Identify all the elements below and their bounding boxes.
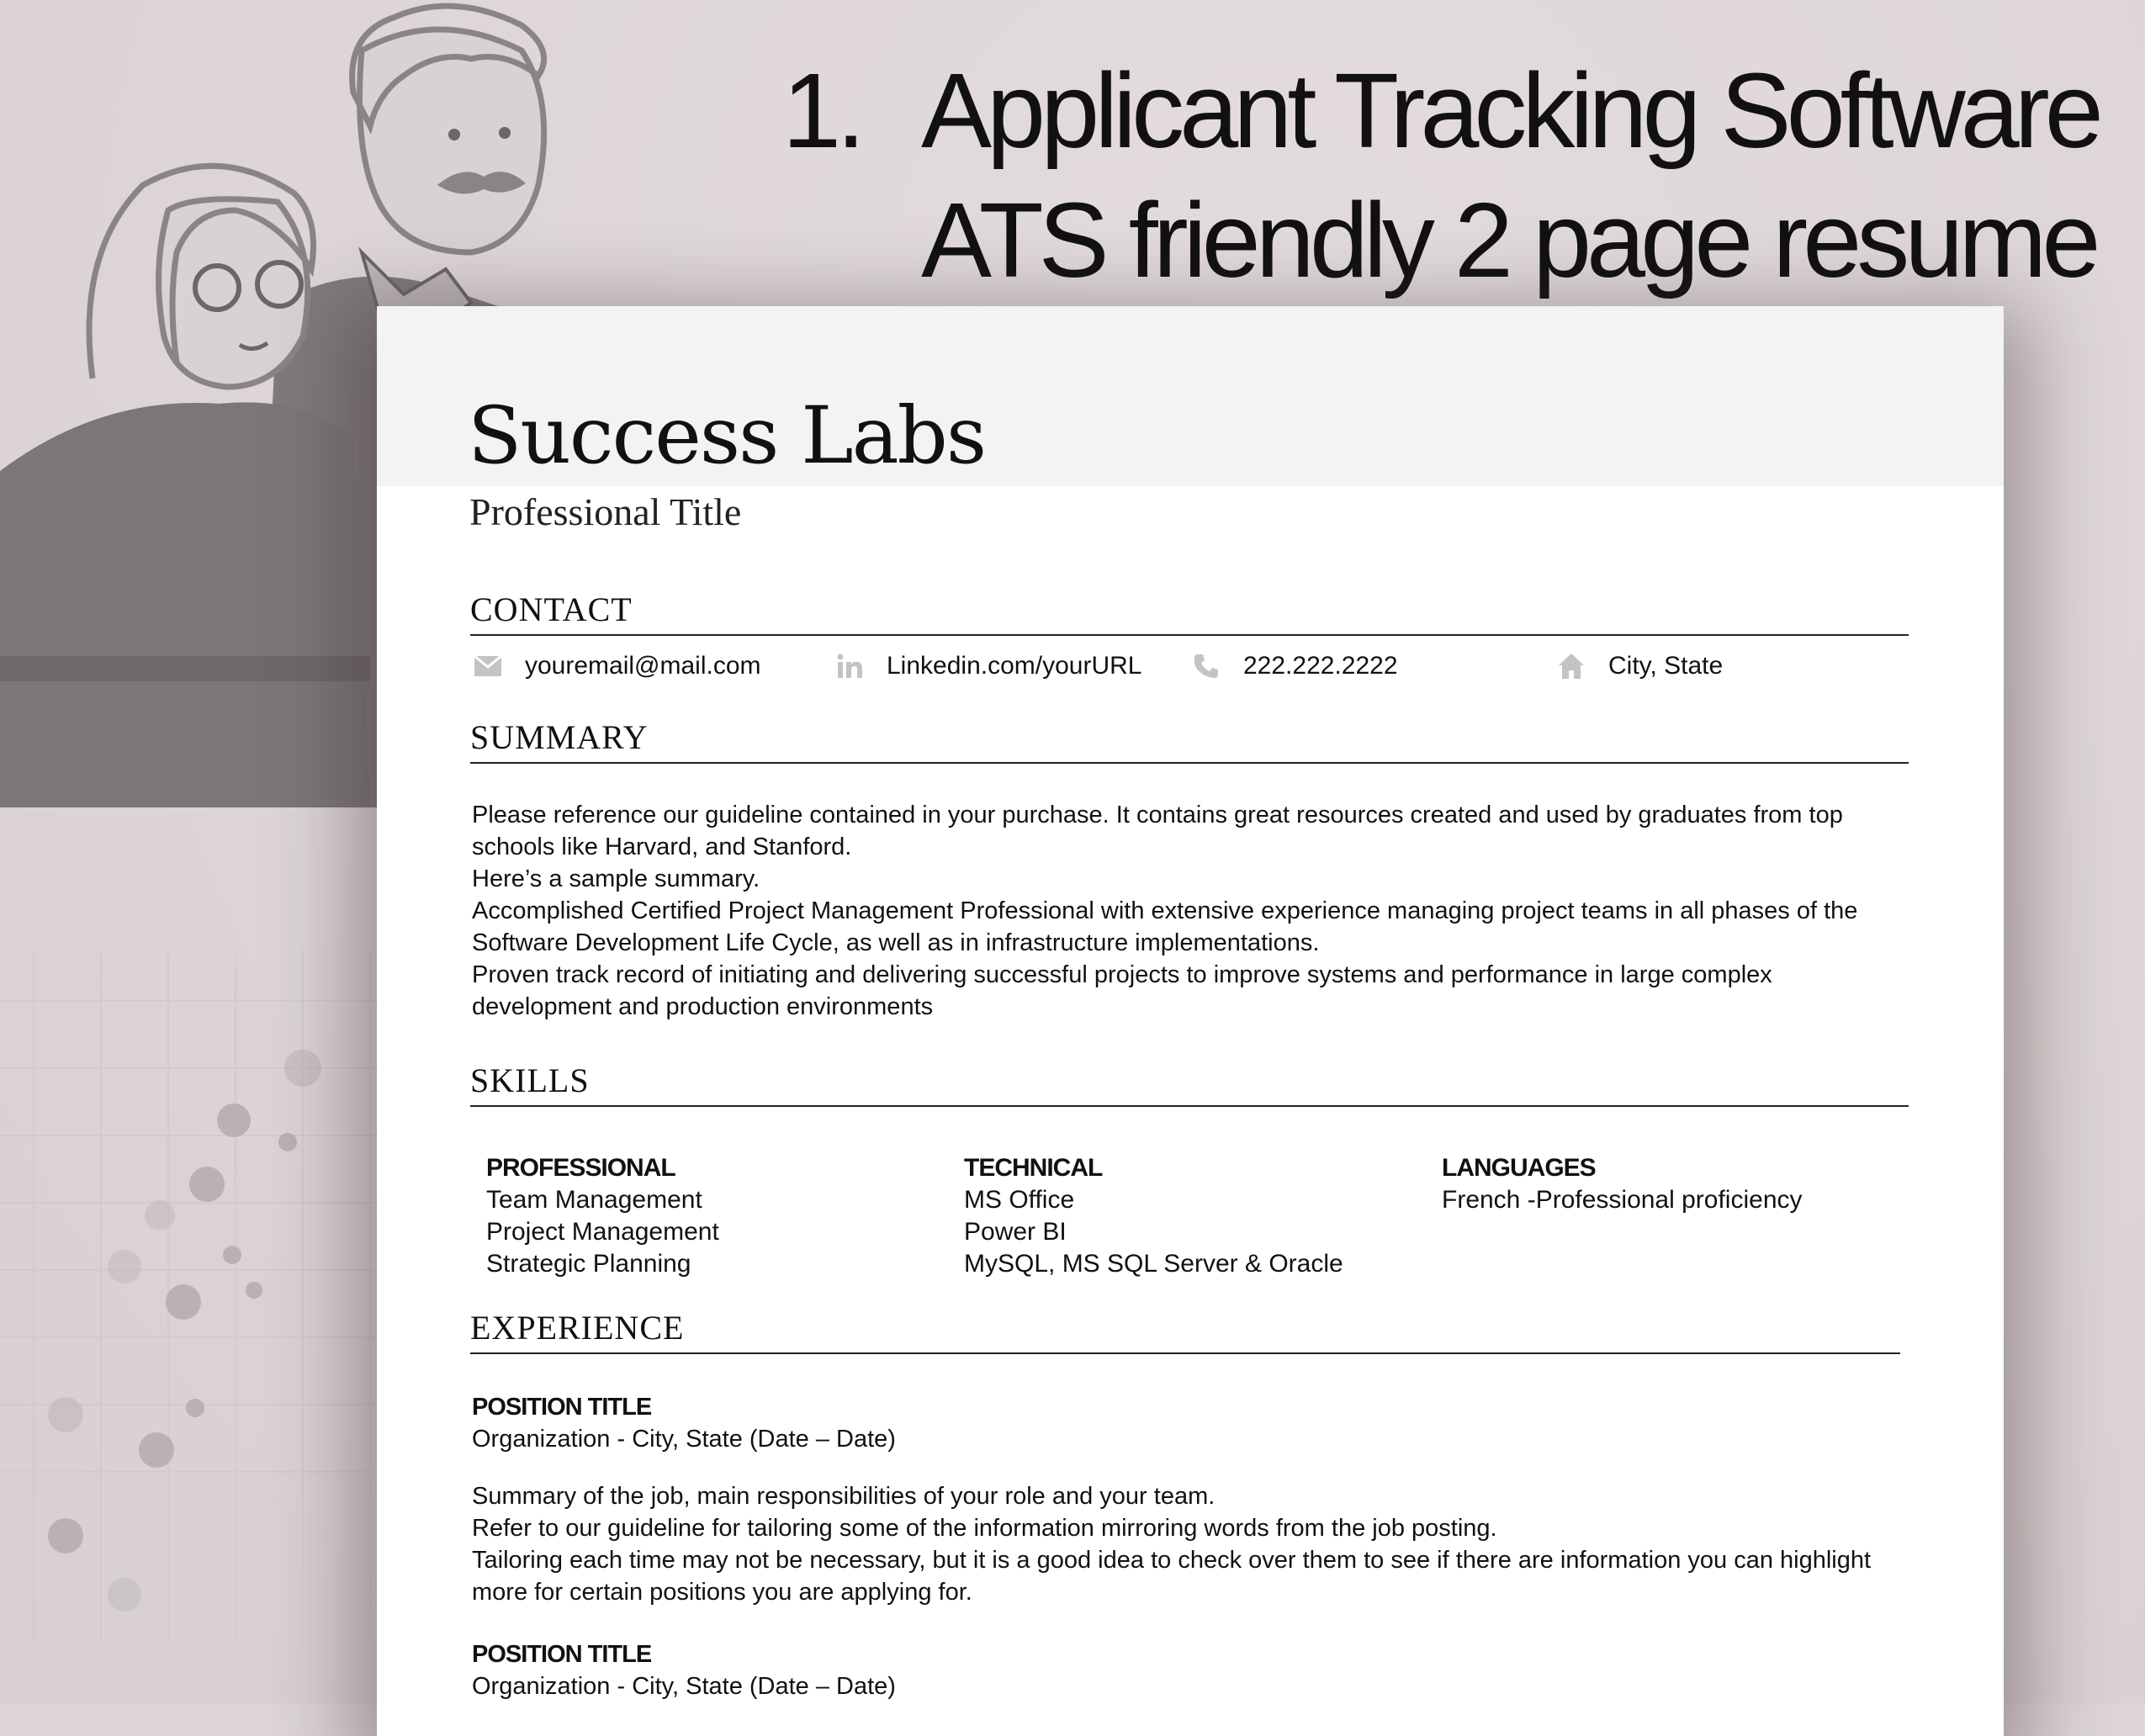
- experience-line: Refer to our guideline for tailoring some of the information mirroring words from the job posting.: [472, 1515, 1497, 1542]
- summary-text: [472, 799, 1919, 1023]
- phone-text: 222.222.2222: [1243, 652, 1398, 680]
- skill-item: French -Professional proficiency: [1442, 1186, 1803, 1214]
- decorative-dots: [0, 950, 387, 1640]
- skills-professional: [486, 1152, 719, 1280]
- headline-line-1: Applicant Tracking Software: [921, 51, 2099, 170]
- experience-entry: [472, 1391, 1919, 1608]
- summary-line: Software Development Life Cycle, as well as in infrastructure implementations.: [472, 929, 1320, 956]
- mail-icon: [471, 649, 505, 683]
- contact-phone: [1189, 649, 1398, 683]
- linkedin-icon: [833, 649, 866, 683]
- summary-line: development and production environments: [472, 993, 934, 1020]
- contact-location: [1554, 649, 1723, 683]
- headline-line-2: ATS friendly 2 page resume: [921, 181, 2096, 299]
- woman-head: [159, 199, 308, 387]
- man-eye-right: [499, 127, 511, 139]
- summary-line: Accomplished Certified Project Management Professional with extensive experience managing project teams in all phases of the: [472, 897, 1858, 924]
- woman-chair-back: [0, 656, 370, 681]
- summary-heading: SUMMARY: [470, 718, 1909, 764]
- experience-entry: [472, 1638, 1919, 1702]
- experience-line: Tailoring each time may not be necessary, but it is a good idea to check over them to see if there are information you can highlight: [472, 1547, 1872, 1574]
- experience-line: Summary of the job, main responsibilities of your role and your team.: [472, 1483, 1216, 1510]
- linkedin-text: Linkedin.com/yourURL: [887, 652, 1142, 680]
- skill-item: MS Office: [964, 1186, 1075, 1214]
- professional-title: Professional Title: [469, 490, 742, 533]
- experience-heading: EXPERIENCE: [470, 1309, 1900, 1354]
- headline-number: 1.: [782, 51, 861, 170]
- email-text: youremail@mail.com: [525, 652, 761, 680]
- skills-technical-heading: TECHNICAL: [964, 1154, 1103, 1182]
- experience-line: more for certain positions you are applying for.: [472, 1579, 972, 1606]
- contact-heading: CONTACT: [470, 590, 1909, 636]
- summary-line: Here’s a sample summary.: [472, 865, 760, 892]
- headline: [782, 46, 2099, 305]
- skills-languages-heading: LANGUAGES: [1442, 1154, 1596, 1182]
- position-org: Organization - City, State (Date – Date): [472, 1673, 896, 1700]
- skills-technical: [964, 1152, 1343, 1280]
- skill-item: Project Management: [486, 1218, 719, 1246]
- position-title: POSITION TITLE: [472, 1641, 652, 1668]
- summary-line: schools like Harvard, and Stanford.: [472, 834, 852, 860]
- skills-professional-heading: PROFESSIONAL: [486, 1154, 675, 1182]
- resume-page: [377, 306, 2004, 1736]
- summary-line: Please reference our guideline contained in your purchase. It contains great resources created and used by graduates from top: [472, 802, 1843, 828]
- position-title: POSITION TITLE: [472, 1394, 652, 1421]
- man-eye-left: [448, 129, 460, 140]
- woman-sweater: [0, 402, 370, 807]
- contact-linkedin: [833, 649, 1141, 683]
- position-org: Organization - City, State (Date – Date): [472, 1426, 896, 1453]
- skills-heading: SKILLS: [470, 1061, 1909, 1107]
- home-icon: [1554, 649, 1588, 683]
- skill-item: MySQL, MS SQL Server & Oracle: [964, 1250, 1343, 1278]
- skill-item: Strategic Planning: [486, 1250, 691, 1278]
- contact-email: [471, 649, 761, 683]
- location-text: City, State: [1608, 652, 1724, 680]
- skill-item: Power BI: [964, 1218, 1067, 1246]
- phone-icon: [1189, 649, 1223, 683]
- summary-line: Proven track record of initiating and delivering successful projects to improve systems and performance in large complex: [472, 961, 1772, 988]
- skills-languages: [1442, 1152, 1803, 1216]
- skill-item: Team Management: [486, 1186, 702, 1214]
- resume-name: Success Labs: [468, 390, 986, 482]
